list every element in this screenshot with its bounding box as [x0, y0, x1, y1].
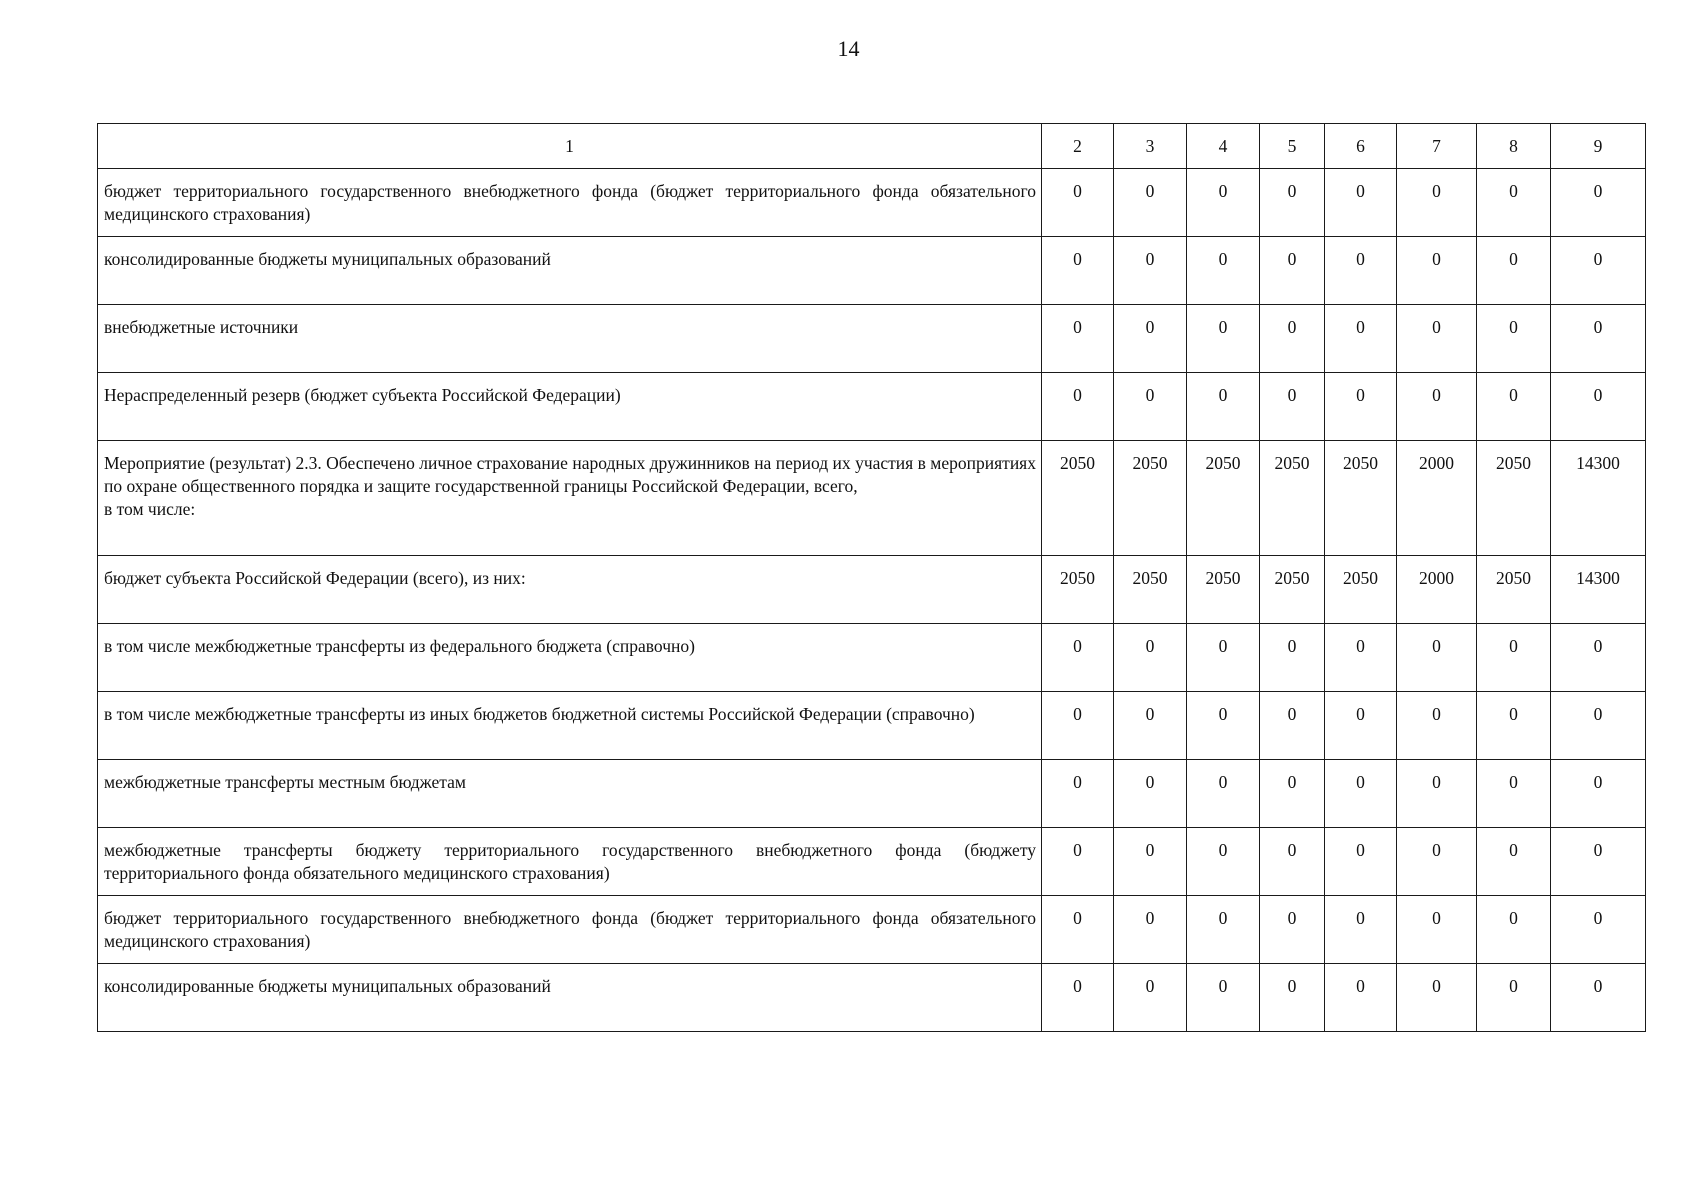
row-value: 0: [1551, 828, 1646, 896]
row-value: 0: [1260, 896, 1325, 964]
row-value: 0: [1397, 237, 1477, 305]
row-value: 0: [1551, 964, 1646, 1032]
row-value: 0: [1187, 896, 1260, 964]
row-label: [98, 441, 1042, 556]
row-value: 0: [1477, 169, 1551, 237]
row-value: 0: [1114, 237, 1187, 305]
row-value: 0: [1551, 896, 1646, 964]
row-value: 0: [1042, 305, 1114, 373]
row-label: межбюджетные трансферты местным бюджетам: [98, 760, 1042, 828]
header-cell: 9: [1551, 124, 1646, 169]
row-value: 0: [1042, 964, 1114, 1032]
table-row: [98, 373, 1646, 441]
row-value: 0: [1260, 964, 1325, 1032]
table-row: [98, 305, 1646, 373]
row-value: 0: [1187, 828, 1260, 896]
row-value: 0: [1397, 624, 1477, 692]
table-row: [98, 964, 1646, 1032]
table-row: [98, 237, 1646, 305]
row-value: 0: [1477, 692, 1551, 760]
row-value: 0: [1477, 237, 1551, 305]
row-value: 2050: [1477, 556, 1551, 624]
row-value: 0: [1042, 624, 1114, 692]
row-label-sub: в том числе:: [104, 499, 196, 519]
row-label: бюджет территориального государственного внебюджетного фонда (бюджет территориального фонда обязательного медицинского страхования): [98, 169, 1042, 237]
row-value: 2050: [1477, 441, 1551, 556]
row-value: 0: [1042, 169, 1114, 237]
row-value: 2000: [1397, 556, 1477, 624]
row-value: 0: [1114, 692, 1187, 760]
row-value: 0: [1114, 169, 1187, 237]
row-value: 0: [1187, 692, 1260, 760]
row-value: 2050: [1042, 441, 1114, 556]
row-label: консолидированные бюджеты муниципальных образований: [98, 237, 1042, 305]
header-cell: 1: [98, 124, 1042, 169]
row-value: 0: [1325, 169, 1397, 237]
row-value: 0: [1325, 237, 1397, 305]
row-value: 0: [1551, 305, 1646, 373]
row-value: 0: [1325, 828, 1397, 896]
row-value: 2050: [1325, 556, 1397, 624]
header-cell: 6: [1325, 124, 1397, 169]
row-value: 0: [1325, 305, 1397, 373]
row-value: 0: [1114, 305, 1187, 373]
header-cell: 8: [1477, 124, 1551, 169]
table-row: [98, 624, 1646, 692]
row-value: 0: [1325, 760, 1397, 828]
row-label: в том числе межбюджетные трансферты из иных бюджетов бюджетной системы Российской Федерации (справочно): [98, 692, 1042, 760]
row-value: 0: [1477, 964, 1551, 1032]
row-value: 2050: [1187, 556, 1260, 624]
row-value: 0: [1114, 964, 1187, 1032]
table-row: [98, 828, 1646, 896]
row-label: консолидированные бюджеты муниципальных образований: [98, 964, 1042, 1032]
row-value: 0: [1187, 964, 1260, 1032]
row-label: бюджет субъекта Российской Федерации (всего), из них:: [98, 556, 1042, 624]
row-value: 0: [1260, 692, 1325, 760]
row-value: 0: [1551, 237, 1646, 305]
page-number: 14: [837, 36, 860, 61]
table-row: [98, 760, 1646, 828]
row-value: 0: [1477, 305, 1551, 373]
row-value: 0: [1397, 692, 1477, 760]
row-value: 0: [1187, 760, 1260, 828]
row-label: в том числе межбюджетные трансферты из федерального бюджета (справочно): [98, 624, 1042, 692]
row-value: 0: [1260, 624, 1325, 692]
row-value: 0: [1260, 828, 1325, 896]
header-cell: 7: [1397, 124, 1477, 169]
row-value: 0: [1114, 624, 1187, 692]
row-value: 0: [1397, 896, 1477, 964]
row-value: 2050: [1187, 441, 1260, 556]
row-value: 0: [1397, 169, 1477, 237]
row-value: 0: [1325, 692, 1397, 760]
row-value: 0: [1114, 896, 1187, 964]
row-value: 0: [1187, 624, 1260, 692]
table-row: [98, 169, 1646, 237]
row-value: 0: [1477, 760, 1551, 828]
row-value: 2050: [1114, 441, 1187, 556]
row-value: 0: [1477, 624, 1551, 692]
row-value: 14300: [1551, 441, 1646, 556]
row-value: 0: [1042, 373, 1114, 441]
row-value: 0: [1114, 828, 1187, 896]
row-value: 0: [1551, 760, 1646, 828]
row-value: 0: [1042, 896, 1114, 964]
row-value: 0: [1187, 169, 1260, 237]
row-value: 0: [1397, 828, 1477, 896]
table-row: [98, 896, 1646, 964]
row-value: 14300: [1551, 556, 1646, 624]
row-label: бюджет территориального государственного внебюджетного фонда (бюджет территориального фонда обязательного медицинского страхования): [98, 896, 1042, 964]
row-label: внебюджетные источники: [98, 305, 1042, 373]
row-value: 0: [1042, 828, 1114, 896]
header-cell: 3: [1114, 124, 1187, 169]
table-row: [98, 556, 1646, 624]
row-value: 0: [1477, 896, 1551, 964]
row-value: 0: [1187, 237, 1260, 305]
row-value: 2050: [1042, 556, 1114, 624]
row-value: 0: [1551, 373, 1646, 441]
row-value: 0: [1042, 237, 1114, 305]
row-value: 0: [1042, 692, 1114, 760]
row-value: 0: [1260, 760, 1325, 828]
row-value: 0: [1551, 169, 1646, 237]
row-value: 0: [1477, 828, 1551, 896]
row-value: 0: [1397, 760, 1477, 828]
row-value: 0: [1551, 624, 1646, 692]
budget-table: [97, 123, 1646, 1032]
row-value: 2050: [1325, 441, 1397, 556]
table-row: [98, 692, 1646, 760]
header-cell: 4: [1187, 124, 1260, 169]
row-value: 0: [1260, 373, 1325, 441]
row-label-main: Мероприятие (результат) 2.3. Обеспечено личное страхование народных дружинников на период их участия в мероприятиях по охране общественного порядка и защите государственной границы Российской Федерации, всего,: [104, 453, 1036, 496]
header-cell: 2: [1042, 124, 1114, 169]
row-value: 2050: [1114, 556, 1187, 624]
row-value: 0: [1325, 373, 1397, 441]
row-value: 2050: [1260, 441, 1325, 556]
row-value: 0: [1042, 760, 1114, 828]
table-row: [98, 441, 1646, 556]
row-value: 0: [1260, 237, 1325, 305]
row-value: 0: [1325, 624, 1397, 692]
row-value: 0: [1397, 373, 1477, 441]
row-value: 0: [1187, 373, 1260, 441]
row-value: 0: [1397, 964, 1477, 1032]
row-value: 2000: [1397, 441, 1477, 556]
row-label: межбюджетные трансферты бюджету территориального государственного внебюджетного фонда (бюджету территориального фонда обязательного медицинского страхования): [98, 828, 1042, 896]
header-row: [98, 124, 1646, 169]
header-cell: 5: [1260, 124, 1325, 169]
row-value: 0: [1187, 305, 1260, 373]
row-value: 0: [1114, 373, 1187, 441]
row-value: 2050: [1260, 556, 1325, 624]
row-value: 0: [1325, 964, 1397, 1032]
row-value: 0: [1477, 373, 1551, 441]
row-value: 0: [1325, 896, 1397, 964]
row-value: 0: [1114, 760, 1187, 828]
row-value: 0: [1397, 305, 1477, 373]
row-value: 0: [1551, 692, 1646, 760]
row-label: Нераспределенный резерв (бюджет субъекта Российской Федерации): [98, 373, 1042, 441]
row-value: 0: [1260, 169, 1325, 237]
row-value: 0: [1260, 305, 1325, 373]
